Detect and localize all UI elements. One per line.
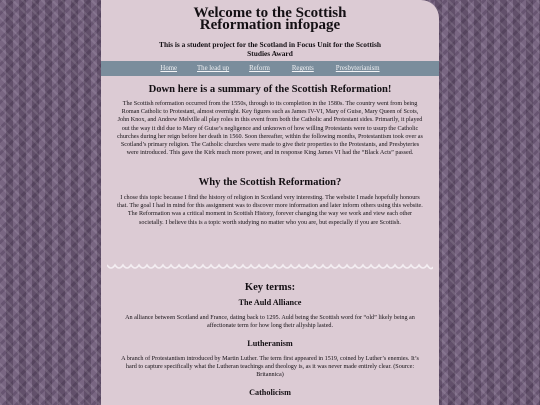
term-desc-lutheranism: A branch of Protestantism introduced by Martin Luther. The term first appeared in 1519, coined by Luther’s enemies. It’s hard to capture specifically what the Lutheran teachings and theology is, as it was never made entirely clear. (Source: Britannica) bbox=[121, 356, 419, 379]
nav-lead-up-link[interactable]: The lead up bbox=[197, 65, 230, 72]
nav-reform-link[interactable]: Reform bbox=[249, 65, 270, 72]
page-title: Welcome to the Scottish Reformation infopage bbox=[193, 5, 347, 33]
nav-home-link[interactable]: Home bbox=[160, 65, 178, 72]
nav-regents-link[interactable]: Regents bbox=[291, 65, 314, 72]
summary-paragraph: The Scottish reformation occurred from the 1550s, through to its completion in the 1580s. The country went from being Roman Catholic to Protestant, almost overnight. Key figures such as James IV-VI, Mary of Guise, Mary Queen of Scots, John Knox, and Andrew Melville all play roles in this event from both the Catholic and Protestant sides. Primarily, it played out the way it did due to Mary of Guise’s negligence and unknown of how willing Protestants were to usurp the Catholic churches during her reign before her death in 1560. Soon thereafter, within the following months, Protestantism took over as Scotland’s primary religion. The Catholic churches were made to give their properties to the Protestants, and Presbyteries were introduced. This gave the Kirk much more power, and in response King James VI had the “Black Acts” passed. bbox=[117, 101, 423, 157]
page-subtitle: This is a student project for the Scotland in Focus Unit for the Scottish Studies Award bbox=[159, 40, 381, 58]
nav-bar bbox=[101, 61, 439, 76]
term-title-auld-alliance: The Auld Alliance bbox=[238, 298, 302, 307]
term-desc-auld-alliance: An alliance between Scotland and France, dating back to 1295. Auld being the Scottish word for “old” likely being an affectionate term for how long their allyship lasted. bbox=[125, 315, 415, 330]
content-panel bbox=[101, 0, 439, 405]
term-title-catholicism: Catholicism bbox=[249, 388, 291, 397]
key-terms-heading: Key terms: bbox=[244, 282, 296, 293]
nav-presbyterianism-link[interactable]: Presbyterianism bbox=[335, 65, 380, 72]
why-paragraph: I chose this topic because I find the history of religion in Scotland very interesting. The website I made hopefully honours that. The goal I had in mind for this assignment was to discover more information and later inform others using this website. The Reformation was a critical moment in Scottish History, forever changing the way we work and view each other societally. I believe this is a topic worth studying no matter who you are, but especially if you are Scottish. bbox=[117, 195, 423, 226]
term-title-lutheranism: Lutheranism bbox=[247, 339, 293, 348]
why-heading: Why the Scottish Reformation? bbox=[198, 177, 342, 188]
summary-heading: Down here is a summary of the Scottish Reformation! bbox=[148, 84, 392, 95]
scallop-divider bbox=[107, 263, 433, 271]
